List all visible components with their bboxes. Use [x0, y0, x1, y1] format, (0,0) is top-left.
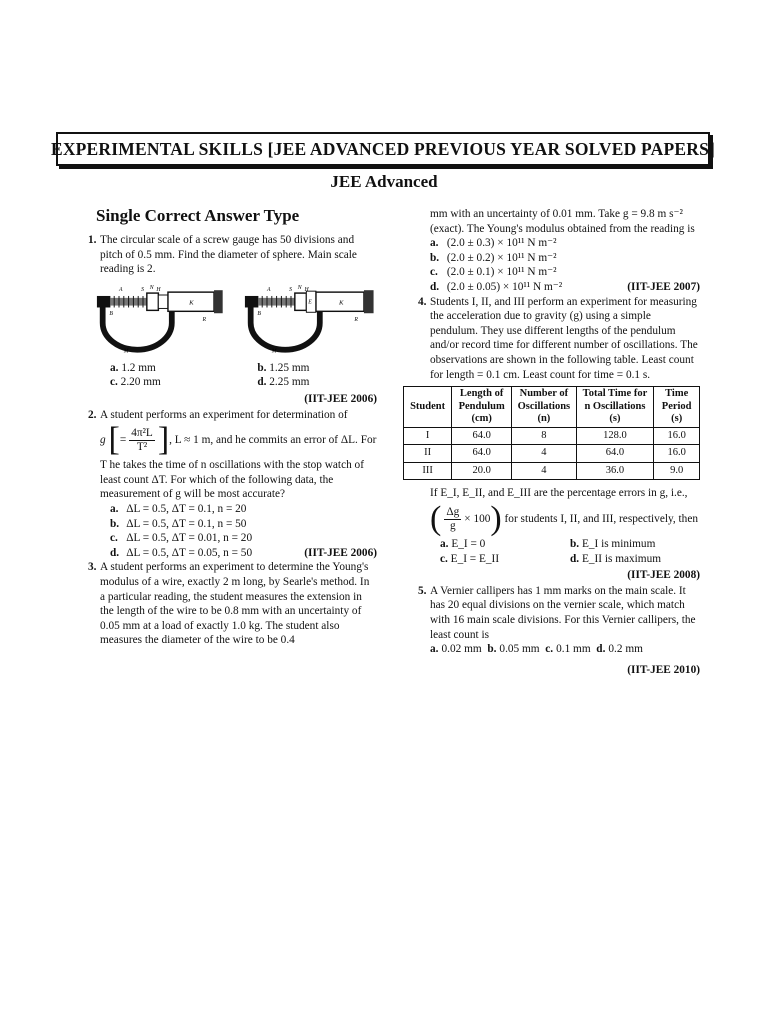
question-1	[85, 233, 377, 277]
left-column	[85, 205, 377, 648]
options-row	[415, 552, 700, 567]
question-text: The circular scale of a screw gauge has 50 divisions and pitch of 0.5 mm. Find the diameter of sphere. Main scale reading is 2.	[100, 234, 357, 276]
option-a[interactable]: a. E_I = 0	[440, 538, 486, 550]
question-text: If E_I, E_II, and E_III are the percentage errors in g, i.e.,	[430, 487, 688, 500]
screw-gauge-diagram-1	[95, 281, 225, 357]
label-B: B	[256, 310, 261, 317]
option-c[interactable]: c. 2.20 mm	[110, 376, 161, 389]
label-S: S	[141, 286, 144, 293]
section-heading: Single Correct Answer Type	[96, 206, 300, 225]
pendulum-table	[403, 386, 700, 480]
question-text: T he takes the time of n oscillations with the stop watch of least count ΔT. For which of the following data, the measurement of g will be most accurate?	[100, 459, 364, 501]
table-row: I 64.0 8 128.0 16.0	[404, 427, 700, 445]
question-number: 2.	[88, 408, 97, 421]
label-M: M	[123, 348, 129, 355]
table-header: Total Time for n Oscillations (s)	[576, 387, 654, 428]
table-header: Student	[404, 387, 452, 428]
screw-gauge-diagram-2	[243, 281, 377, 357]
question-5	[415, 584, 700, 642]
option-c[interactable]: c. ΔL = 0.5, ΔT = 0.01, n = 20	[110, 532, 253, 545]
label-K: K	[189, 299, 194, 307]
label-H: H	[304, 286, 309, 293]
options-row	[415, 537, 700, 552]
source-tag: (IIT-JEE 2007)	[627, 280, 700, 293]
table-header: Length of Pendulum (cm)	[452, 387, 512, 428]
question-text: A student performs an experiment for determination of	[100, 408, 348, 421]
question-2-body	[85, 458, 377, 502]
question-text: mm with an uncertainty of 0.01 mm. Take g = 9.8 m s⁻² (exact). The Young's modulus obtained from the reading is	[430, 208, 695, 235]
label-K: K	[338, 299, 344, 307]
option-d[interactable]: d. 2.25 mm	[257, 376, 310, 389]
label-A: A	[118, 286, 123, 293]
question-2	[85, 408, 377, 423]
question-number: 3.	[88, 561, 97, 574]
option-c[interactable]: c. (2.0 ± 0.1) × 10¹¹ N m⁻²	[430, 266, 557, 279]
source-tag: (IIT-JEE 2010)	[627, 663, 700, 676]
option-b[interactable]: b. ΔL = 0.5, ΔT = 0.1, n = 50	[110, 517, 247, 530]
option-d[interactable]: d. (2.0 ± 0.05) × 10¹¹ N m⁻² (IIT-JEE 2007)	[430, 280, 700, 293]
source-tag: (IIT-JEE 2006)	[304, 546, 377, 559]
question-4-after	[415, 486, 700, 501]
formula-g: g [ = $\frac{\text{4π²L}}{\text{T²}}$ ] , L ≈ 1 m, and he commits an error of ΔL. For	[100, 421, 377, 459]
question-4	[415, 295, 700, 383]
label-M: M	[271, 348, 277, 355]
source-tag: (IIT-JEE 2008)	[627, 569, 700, 582]
label-S: S	[288, 286, 292, 293]
question-3	[85, 560, 377, 648]
option-a[interactable]: a. 0.02 mm	[430, 643, 482, 656]
formula-percentage-error: ( $\frac{\Delta g}{g}$ × 100 ) for students I, II, and III, respectively, then	[430, 500, 698, 537]
option-c[interactable]: c. E_I = E_II	[440, 552, 500, 565]
right-column	[410, 207, 700, 678]
option-d[interactable]: d. E_II is maximum	[570, 552, 662, 565]
option-a[interactable]: a. ΔL = 0.5, ΔT = 0.1, n = 20	[110, 502, 247, 515]
chapter-banner	[50, 132, 716, 166]
option-b[interactable]: b. E_I is minimum	[570, 538, 656, 550]
question-number: 5.	[418, 584, 427, 597]
screw-gauge-figures	[95, 281, 377, 357]
label-N: N	[149, 285, 154, 292]
label-R: R	[202, 316, 207, 323]
options-row	[415, 642, 700, 657]
table-header-row	[404, 387, 700, 428]
banner-title: EXPERIMENTAL SKILLS [JEE ADVANCED PREVIOUS YEAR SOLVED PAPERS]	[50, 138, 716, 159]
options-row	[85, 361, 377, 376]
label-N: N	[297, 285, 302, 292]
option-b[interactable]: b. (2.0 ± 0.2) × 10¹¹ N m⁻²	[430, 251, 557, 264]
label-H: H	[156, 286, 161, 293]
question-text: Students I, II, and III perform an experiment for measuring the acceleration due to gravity (g) using a simple pendulum. They use different lengths of the pendulum and/or record time for different number of oscillations. The observations are shown in the following table. Least count for length = 0.1 cm. Least count for time = 0.1 s.	[430, 295, 698, 381]
label-B: B	[109, 310, 113, 317]
question-3-continued	[415, 207, 700, 236]
question-number: 4.	[418, 295, 427, 308]
table-header: Number of Oscillations (n)	[512, 387, 576, 428]
table-row: II 64.0 4 64.0 16.0	[404, 445, 700, 463]
label-R: R	[353, 316, 358, 323]
table-header: Time Period (s)	[654, 387, 700, 428]
question-number: 1.	[88, 234, 97, 246]
option-d[interactable]: d. 0.2 mm	[596, 643, 643, 656]
question-text: A Vernier callipers has 1 mm marks on the main scale. It has 20 equal divisions on the vernier scale, which match with 16 main scale divisions. For this Vernier callipers, the least count is	[430, 584, 696, 641]
option-b[interactable]: b. 1.25 mm	[257, 361, 310, 374]
label-A: A	[266, 286, 271, 293]
option-c[interactable]: c. 0.1 mm	[545, 643, 591, 656]
page-subtitle: JEE Advanced	[330, 172, 438, 191]
option-a[interactable]: a. 1.2 mm	[110, 361, 156, 374]
label-E: E	[307, 299, 312, 306]
source-tag: (IIT-JEE 2006)	[304, 392, 377, 405]
option-d[interactable]: d. ΔL = 0.5, ΔT = 0.05, n = 50 (IIT-JEE 2006)	[110, 546, 377, 559]
option-a[interactable]: a. (2.0 ± 0.3) × 10¹¹ N m⁻²	[430, 237, 557, 250]
options-row	[85, 375, 377, 390]
option-b[interactable]: b. 0.05 mm	[487, 643, 540, 656]
table-row: III 20.0 4 36.0 9.0	[404, 462, 700, 480]
question-text: A student performs an experiment to determine the Young's modulus of a wire, exactly 2 m long, by Searle's method. In a particular reading, the student measures the extension in the length of the wire to be 0.8 mm with an uncertainty of 0.05 mm at a load of exactly 1.0 kg. The student also measures the diameter of the wire to be 0.4	[100, 561, 370, 647]
